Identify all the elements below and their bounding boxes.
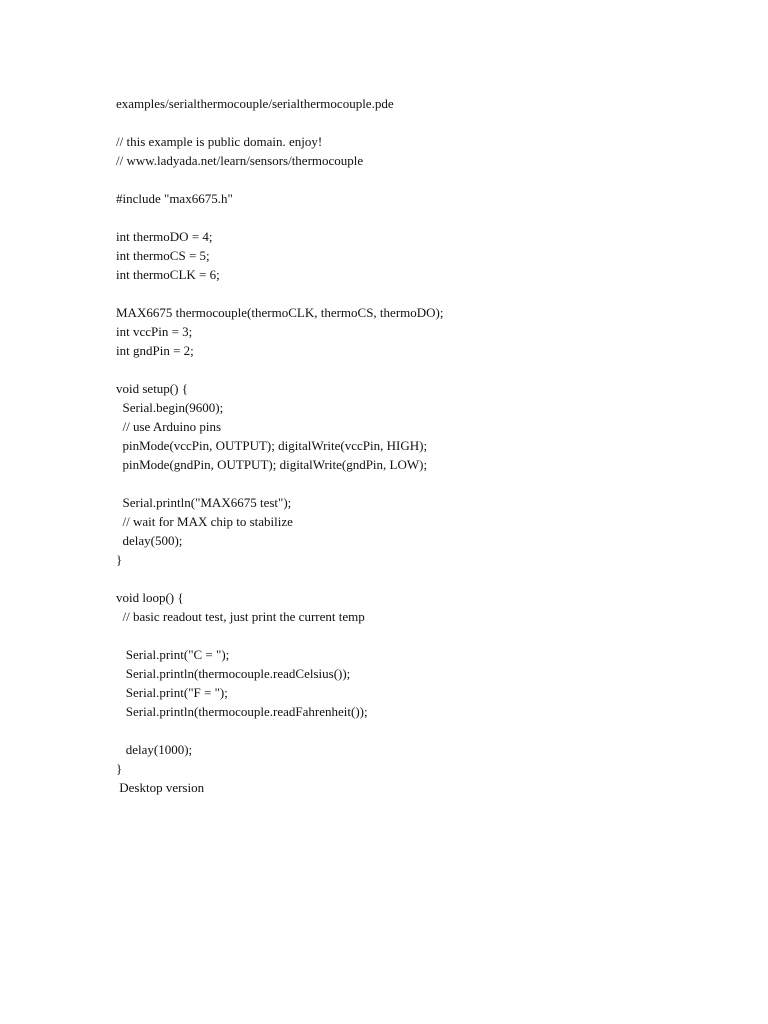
comment-line: // this example is public domain. enjoy! [116, 134, 323, 149]
code-line: int vccPin = 3; [116, 324, 193, 339]
blank-line [116, 360, 736, 379]
blank-line [116, 113, 736, 132]
code-line: pinMode(vccPin, OUTPUT); digitalWrite(vccPin, HIGH); [116, 438, 428, 453]
comment-line: // www.ladyada.net/learn/sensors/thermocouple [116, 153, 364, 168]
code-line: pinMode(gndPin, OUTPUT); digitalWrite(gndPin, LOW); [116, 457, 428, 472]
file-path-line: examples/serialthermocouple/serialthermocouple.pde [116, 96, 394, 111]
code-line: int thermoCLK = 6; [116, 267, 220, 282]
code-line: } [116, 761, 123, 776]
code-line: void setup() { [116, 381, 188, 396]
blank-line [116, 170, 736, 189]
blank-line [116, 626, 736, 645]
blank-line [116, 721, 736, 740]
code-line: MAX6675 thermocouple(thermoCLK, thermoCS, thermoDO); [116, 305, 444, 320]
blank-line [116, 284, 736, 303]
code-line: Serial.println("MAX6675 test"); [116, 495, 292, 510]
code-line: int gndPin = 2; [116, 343, 194, 358]
code-line: Serial.print("C = "); [116, 647, 230, 662]
comment-line: // use Arduino pins [116, 419, 222, 434]
code-listing [116, 94, 736, 797]
code-line: Serial.println(thermocouple.readCelsius()); [116, 666, 351, 681]
code-line: Serial.println(thermocouple.readFahrenheit()); [116, 704, 368, 719]
comment-line: // wait for MAX chip to stabilize [116, 514, 293, 529]
code-line: int thermoCS = 5; [116, 248, 210, 263]
blank-line [116, 474, 736, 493]
code-line: Serial.begin(9600); [116, 400, 224, 415]
code-line: delay(500); [116, 533, 183, 548]
code-line: int thermoDO = 4; [116, 229, 213, 244]
code-line: } [116, 552, 123, 567]
include-line: #include "max6675.h" [116, 191, 233, 206]
desktop-version-link[interactable]: Desktop version [116, 780, 205, 795]
blank-line [116, 569, 736, 588]
blank-line [116, 208, 736, 227]
code-line: void loop() { [116, 590, 184, 605]
code-line: Serial.print("F = "); [116, 685, 228, 700]
code-line: delay(1000); [116, 742, 193, 757]
comment-line: // basic readout test, just print the current temp [116, 609, 365, 624]
